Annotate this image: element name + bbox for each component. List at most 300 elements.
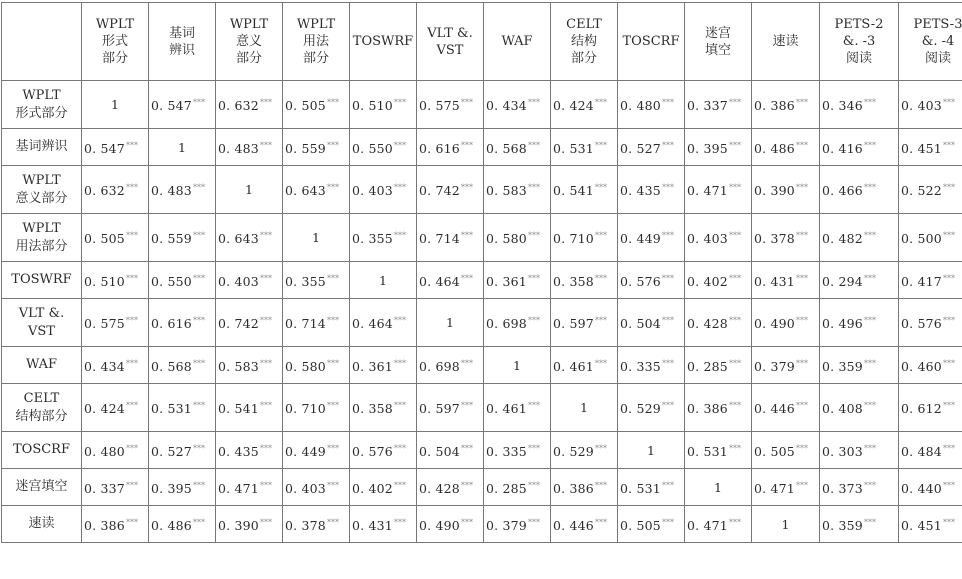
correlation-cell: [752, 506, 820, 543]
correlation-cell: [820, 129, 899, 166]
column-header-line: TOSWRF: [352, 34, 414, 49]
correlation-cell: [283, 81, 350, 129]
correlation-value: 0. 742: [218, 316, 259, 332]
significance-mark: ***: [795, 231, 808, 241]
correlation-cell: [899, 129, 962, 166]
correlation-cell: [283, 347, 350, 384]
correlation-cell: [551, 469, 618, 506]
correlation-value: 0. 395: [687, 141, 728, 157]
row-header-line: 迷宫填空: [15, 479, 68, 494]
significance-mark: ***: [192, 183, 205, 193]
significance-mark: ***: [125, 140, 138, 150]
significance-mark: ***: [728, 316, 741, 326]
significance-mark: ***: [393, 358, 406, 368]
correlation-value: 0. 576: [352, 444, 393, 460]
significance-mark: ***: [393, 316, 406, 326]
correlation-cell: [216, 81, 283, 129]
correlation-cell: [350, 129, 417, 166]
significance-mark: ***: [942, 183, 955, 193]
correlation-cell: [216, 299, 283, 347]
correlation-value: 0. 541: [218, 401, 259, 417]
correlation-cell: [685, 432, 752, 469]
correlation-cell: [899, 81, 962, 129]
significance-mark: ***: [661, 480, 674, 490]
correlation-value: 0. 486: [151, 518, 192, 534]
correlation-value: 0. 505: [620, 518, 661, 534]
correlation-cell: [899, 347, 962, 384]
column-header: [417, 3, 484, 81]
significance-mark: ***: [942, 517, 955, 527]
correlation-cell: [417, 299, 484, 347]
correlation-value: 0. 359: [822, 359, 863, 375]
row-header: [2, 129, 82, 166]
column-header: [752, 3, 820, 81]
correlation-cell: [899, 469, 962, 506]
correlation-value: 0. 386: [687, 401, 728, 417]
correlation-value: 0. 451: [901, 141, 942, 157]
correlation-value: 0. 597: [553, 316, 594, 332]
correlation-value: 0. 440: [901, 481, 942, 497]
correlation-value: 0. 390: [218, 518, 259, 534]
correlation-value: 0. 568: [151, 359, 192, 375]
significance-mark: ***: [594, 98, 607, 108]
correlation-cell: [283, 432, 350, 469]
significance-mark: ***: [863, 140, 876, 150]
correlation-cell: [484, 81, 551, 129]
correlation-value: 0. 464: [419, 274, 460, 290]
correlation-value: 0. 504: [419, 444, 460, 460]
correlation-value: 0. 358: [553, 274, 594, 290]
correlation-value: 0. 403: [352, 183, 393, 199]
significance-mark: ***: [795, 401, 808, 411]
row-header: [2, 214, 82, 262]
correlation-value: 0. 403: [687, 231, 728, 247]
correlation-value: 1: [647, 442, 655, 458]
correlation-value: 0. 386: [84, 518, 125, 534]
correlation-cell: [820, 299, 899, 347]
correlation-value: 0. 632: [84, 183, 125, 199]
correlation-value: 0. 522: [901, 183, 942, 199]
correlation-value: 0. 359: [822, 518, 863, 534]
column-header: [551, 3, 618, 81]
column-header-line: 意义: [235, 34, 262, 49]
correlation-cell: [216, 506, 283, 543]
row-header-line: 速读: [28, 516, 55, 531]
correlation-cell: [350, 384, 417, 432]
significance-mark: ***: [192, 316, 205, 326]
correlation-value: 0. 710: [285, 401, 326, 417]
correlation-value: 0. 742: [419, 183, 460, 199]
correlation-cell: [149, 166, 216, 214]
column-header-line: WPLT: [229, 17, 269, 32]
correlation-value: 0. 471: [687, 518, 728, 534]
correlation-value: 0. 541: [553, 183, 594, 199]
correlation-value: 0. 386: [754, 98, 795, 114]
correlation-cell: [899, 432, 962, 469]
row-header: [2, 347, 82, 384]
significance-mark: ***: [326, 98, 339, 108]
correlation-cell: [149, 347, 216, 384]
correlation-cell: [149, 506, 216, 543]
column-header: [618, 3, 685, 81]
correlation-cell: [820, 384, 899, 432]
significance-mark: ***: [863, 358, 876, 368]
significance-mark: ***: [942, 443, 955, 453]
significance-mark: ***: [594, 273, 607, 283]
significance-mark: ***: [527, 140, 540, 150]
correlation-value: 0. 355: [285, 274, 326, 290]
correlation-cell: [551, 262, 618, 299]
significance-mark: ***: [863, 98, 876, 108]
correlation-value: 0. 460: [901, 359, 942, 375]
correlation-cell: [618, 347, 685, 384]
significance-mark: ***: [460, 273, 473, 283]
row-header: [2, 506, 82, 543]
significance-mark: ***: [125, 358, 138, 368]
significance-mark: ***: [942, 480, 955, 490]
row-header: [2, 432, 82, 469]
correlation-cell: [618, 469, 685, 506]
correlation-value: 0. 386: [553, 481, 594, 497]
column-header-line: &. -3: [842, 34, 876, 49]
column-header-line: 部分: [235, 51, 262, 66]
significance-mark: ***: [326, 358, 339, 368]
column-header-line: 辨识: [168, 42, 195, 58]
significance-mark: ***: [326, 443, 339, 453]
correlation-value: 0. 431: [352, 518, 393, 534]
correlation-cell: [149, 262, 216, 299]
correlation-cell: [752, 347, 820, 384]
correlation-value: 1: [245, 182, 253, 197]
correlation-value: 1: [714, 479, 722, 495]
correlation-cell: [820, 347, 899, 384]
significance-mark: ***: [942, 316, 955, 326]
significance-mark: ***: [863, 316, 876, 326]
column-header-line: 部分: [101, 51, 128, 66]
correlation-value: 1: [312, 230, 320, 245]
column-header-line: 用法: [302, 34, 329, 49]
correlation-cell: [484, 347, 551, 384]
significance-mark: ***: [326, 401, 339, 411]
column-header-line: 基词: [168, 25, 195, 41]
column-header: [216, 3, 283, 81]
significance-mark: ***: [863, 517, 876, 527]
correlation-value: 0. 395: [151, 481, 192, 497]
significance-mark: ***: [594, 517, 607, 527]
correlation-cell: [685, 214, 752, 262]
correlation-cell: [484, 262, 551, 299]
correlation-value: 0. 402: [687, 274, 728, 290]
correlation-cell: [752, 262, 820, 299]
correlation-value: 0. 616: [151, 316, 192, 332]
significance-mark: ***: [125, 443, 138, 453]
row-header-line: 用法部分: [15, 238, 68, 254]
column-header-line: VST: [436, 42, 464, 58]
correlation-value: 0. 480: [84, 444, 125, 460]
row-header-line: 意义部分: [15, 190, 68, 206]
correlation-value: 0. 285: [486, 481, 527, 497]
significance-mark: ***: [259, 401, 272, 411]
correlation-value: 0. 337: [687, 98, 728, 114]
correlation-cell: [685, 299, 752, 347]
column-header-line: PETS-3: [913, 17, 962, 32]
correlation-value: 0. 490: [419, 518, 460, 534]
row-header-line: 结构部分: [15, 408, 68, 424]
correlation-cell: [618, 384, 685, 432]
significance-mark: ***: [942, 98, 955, 108]
significance-mark: ***: [125, 517, 138, 527]
correlation-value: 0. 355: [352, 231, 393, 247]
correlation-value: 1: [178, 139, 186, 155]
significance-mark: ***: [527, 98, 540, 108]
correlation-value: 0. 575: [419, 98, 460, 114]
correlation-value: 0. 529: [553, 444, 594, 460]
significance-mark: ***: [125, 231, 138, 241]
correlation-value: 0. 576: [620, 274, 661, 290]
column-header-line: TOSCRF: [622, 34, 680, 49]
correlation-cell: [820, 469, 899, 506]
correlation-value: 0. 335: [620, 359, 661, 375]
correlation-cell: [820, 166, 899, 214]
significance-mark: ***: [393, 443, 406, 453]
correlation-cell: [82, 506, 149, 543]
correlation-value: 0. 451: [901, 518, 942, 534]
correlation-value: 0. 505: [285, 98, 326, 114]
row-header: [2, 81, 82, 129]
column-header-line: WAF: [501, 34, 533, 49]
correlation-cell: [618, 506, 685, 543]
correlation-value: 0. 496: [822, 316, 863, 332]
correlation-cell: [417, 129, 484, 166]
significance-mark: ***: [326, 316, 339, 326]
significance-mark: ***: [393, 183, 406, 193]
correlation-value: 0. 510: [352, 98, 393, 114]
correlation-value: 0. 531: [687, 444, 728, 460]
column-header-line: 阅读: [845, 51, 872, 66]
correlation-cell: [216, 262, 283, 299]
correlation-cell: [685, 81, 752, 129]
significance-mark: ***: [527, 316, 540, 326]
significance-mark: ***: [259, 517, 272, 527]
significance-mark: ***: [326, 517, 339, 527]
significance-mark: ***: [942, 273, 955, 283]
correlation-value: 0. 466: [822, 183, 863, 199]
significance-mark: ***: [661, 273, 674, 283]
correlation-value: 0. 378: [285, 518, 326, 534]
significance-mark: ***: [863, 183, 876, 193]
significance-mark: ***: [393, 401, 406, 411]
significance-mark: ***: [527, 183, 540, 193]
correlation-cell: [685, 469, 752, 506]
correlation-cell: [484, 299, 551, 347]
correlation-cell: [149, 214, 216, 262]
significance-mark: ***: [594, 316, 607, 326]
correlation-cell: [149, 129, 216, 166]
significance-mark: ***: [863, 273, 876, 283]
correlation-cell: [685, 262, 752, 299]
significance-mark: ***: [125, 480, 138, 490]
correlation-cell: [820, 506, 899, 543]
row-header-line: TOSCRF: [13, 442, 70, 457]
significance-mark: ***: [942, 358, 955, 368]
significance-mark: ***: [326, 183, 339, 193]
significance-mark: ***: [259, 98, 272, 108]
correlation-cell: [283, 129, 350, 166]
significance-mark: ***: [393, 480, 406, 490]
significance-mark: ***: [259, 480, 272, 490]
significance-mark: ***: [661, 140, 674, 150]
correlation-cell: [685, 129, 752, 166]
correlation-value: 0. 464: [352, 316, 393, 332]
significance-mark: ***: [863, 443, 876, 453]
correlation-value: 0. 710: [553, 231, 594, 247]
column-header: [283, 3, 350, 81]
correlation-cell: [283, 384, 350, 432]
correlation-cell: [685, 347, 752, 384]
column-header-line: 填空: [704, 42, 731, 58]
column-header-line: PETS-2: [834, 17, 884, 32]
significance-mark: ***: [795, 183, 808, 193]
correlation-cell: [417, 262, 484, 299]
correlation-cell: [216, 384, 283, 432]
correlation-cell: [685, 166, 752, 214]
significance-mark: ***: [795, 480, 808, 490]
correlation-cell: [283, 299, 350, 347]
correlation-value: 0. 483: [151, 183, 192, 199]
correlation-cell: [484, 384, 551, 432]
correlation-value: 0. 527: [620, 141, 661, 157]
row-header-line: TOSWRF: [11, 272, 72, 287]
corner-cell: [2, 3, 82, 81]
significance-mark: ***: [594, 480, 607, 490]
correlation-cell: [752, 166, 820, 214]
significance-mark: ***: [795, 98, 808, 108]
correlation-value: 0. 643: [218, 231, 259, 247]
significance-mark: ***: [527, 517, 540, 527]
row-header-line: VST: [28, 323, 55, 339]
correlation-cell: [417, 214, 484, 262]
correlation-value: 0. 373: [822, 481, 863, 497]
correlation-value: 0. 435: [218, 444, 259, 460]
correlation-cell: [82, 81, 149, 129]
correlation-value: 0. 483: [218, 141, 259, 157]
correlation-cell: [484, 214, 551, 262]
correlation-cell: [618, 166, 685, 214]
significance-mark: ***: [393, 98, 406, 108]
correlation-cell: [216, 469, 283, 506]
correlation-value: 1: [446, 315, 454, 330]
correlation-cell: [417, 347, 484, 384]
correlation-cell: [899, 506, 962, 543]
correlation-cell: [283, 214, 350, 262]
correlation-cell: [551, 81, 618, 129]
correlation-value: 0. 449: [285, 444, 326, 460]
correlation-cell: [417, 432, 484, 469]
correlation-value: 0. 403: [285, 481, 326, 497]
correlation-value: 0. 424: [84, 401, 125, 417]
significance-mark: ***: [728, 358, 741, 368]
correlation-value: 0. 510: [84, 274, 125, 290]
column-header-line: WPLT: [95, 17, 135, 32]
table-row: [2, 469, 962, 506]
significance-mark: ***: [942, 140, 955, 150]
correlation-cell: [283, 262, 350, 299]
significance-mark: ***: [326, 273, 339, 283]
correlation-value: 0. 434: [486, 98, 527, 114]
significance-mark: ***: [393, 231, 406, 241]
significance-mark: ***: [594, 140, 607, 150]
correlation-cell: [82, 469, 149, 506]
correlation-value: 0. 550: [151, 274, 192, 290]
significance-mark: ***: [259, 231, 272, 241]
row-header-line: WAF: [25, 357, 58, 372]
significance-mark: ***: [192, 517, 205, 527]
correlation-cell: [149, 432, 216, 469]
correlation-cell: [283, 506, 350, 543]
significance-mark: ***: [942, 231, 955, 241]
significance-mark: ***: [795, 316, 808, 326]
correlation-cell: [350, 432, 417, 469]
significance-mark: ***: [460, 480, 473, 490]
correlation-value: 0. 547: [84, 141, 125, 157]
correlation-cell: [216, 129, 283, 166]
correlation-value: 0. 428: [419, 481, 460, 497]
correlation-value: 1: [513, 357, 521, 373]
table-row: [2, 81, 962, 129]
significance-mark: ***: [728, 140, 741, 150]
correlation-value: 0. 471: [754, 481, 795, 497]
correlation-cell: [216, 347, 283, 384]
column-header: [484, 3, 551, 81]
column-header-line: 结构: [570, 34, 597, 49]
significance-mark: ***: [661, 316, 674, 326]
correlation-cell: [820, 262, 899, 299]
correlation-cell: [618, 129, 685, 166]
correlation-cell: [82, 347, 149, 384]
correlation-cell: [350, 262, 417, 299]
table-row: [2, 432, 962, 469]
significance-mark: ***: [594, 231, 607, 241]
significance-mark: ***: [192, 273, 205, 283]
significance-mark: ***: [728, 98, 741, 108]
correlation-value: 0. 379: [754, 359, 795, 375]
significance-mark: ***: [661, 401, 674, 411]
significance-mark: ***: [795, 443, 808, 453]
correlation-cell: [484, 432, 551, 469]
correlation-value: 0. 580: [486, 231, 527, 247]
correlation-cell: [216, 214, 283, 262]
significance-mark: ***: [460, 517, 473, 527]
correlation-value: 0. 417: [901, 274, 942, 290]
column-header: [899, 3, 962, 81]
correlation-value: 0. 698: [419, 359, 460, 375]
column-header-line: CELT: [566, 17, 602, 32]
significance-mark: ***: [863, 480, 876, 490]
correlation-value: 0. 408: [822, 401, 863, 417]
significance-mark: ***: [460, 183, 473, 193]
column-header: [149, 3, 216, 81]
correlation-cell: [417, 469, 484, 506]
column-header-line: 部分: [302, 51, 329, 66]
correlation-value: 0. 490: [754, 316, 795, 332]
correlation-cell: [216, 166, 283, 214]
significance-mark: ***: [460, 401, 473, 411]
correlation-value: 0. 446: [754, 401, 795, 417]
correlation-cell: [618, 299, 685, 347]
correlation-cell: [551, 432, 618, 469]
correlation-value: 0. 294: [822, 274, 863, 290]
correlation-cell: [82, 214, 149, 262]
